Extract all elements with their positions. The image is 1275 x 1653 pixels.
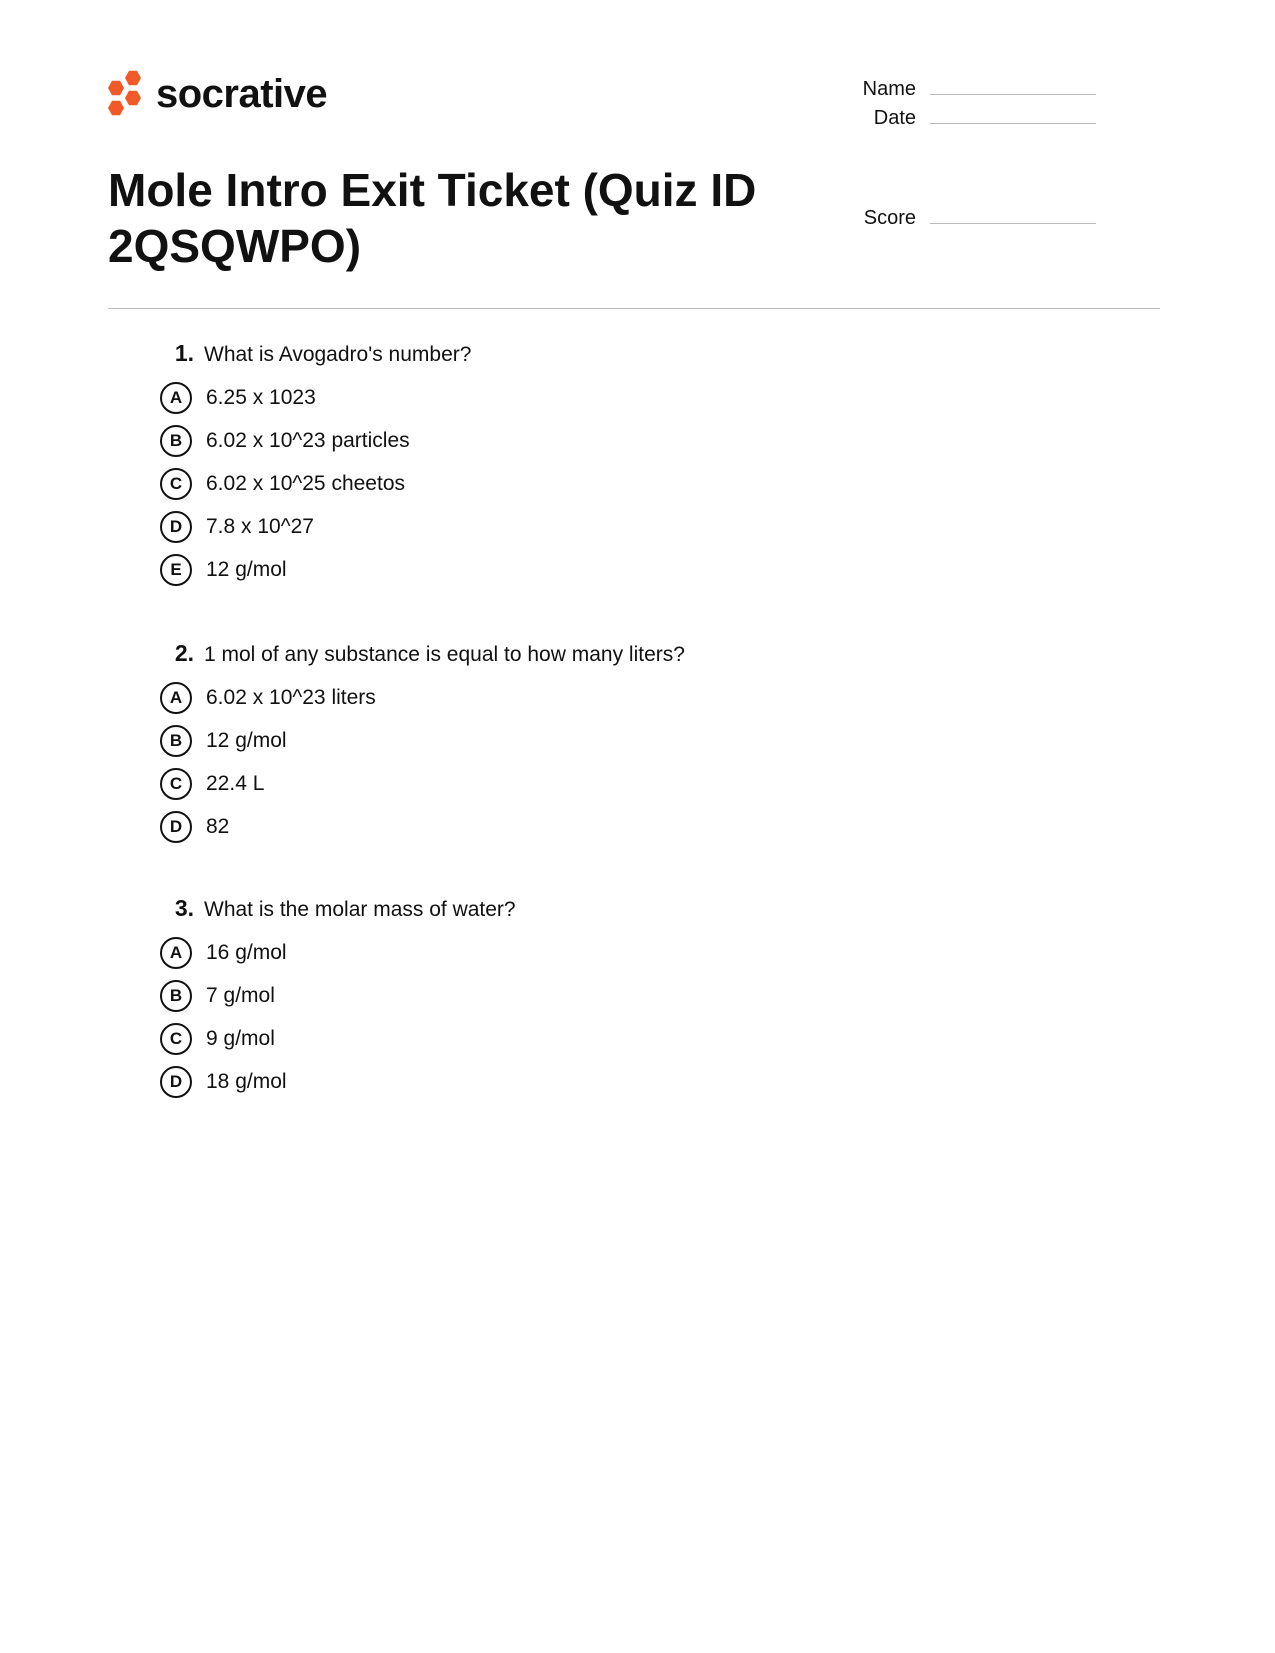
question-number: 2.: [174, 640, 194, 666]
option-text: 12 g/mol: [206, 557, 287, 581]
option-letter-circle[interactable]: A: [160, 682, 192, 714]
score-label: Score: [863, 207, 916, 229]
question-text: 1 mol of any substance is equal to how many liters?: [204, 643, 685, 666]
date-label: Date: [873, 107, 916, 129]
option-letter-circle[interactable]: A: [160, 937, 192, 969]
option-text: 12 g/mol: [206, 728, 287, 752]
option-text: 18 g/mol: [206, 1069, 287, 1093]
question-header: [160, 340, 471, 376]
option-letter-circle[interactable]: C: [160, 468, 192, 500]
option-letter-circle[interactable]: B: [160, 425, 192, 457]
answer-option[interactable]: [160, 676, 685, 719]
date-line[interactable]: [930, 122, 1096, 124]
option-text: 22.4 L: [206, 771, 265, 795]
answer-option[interactable]: [160, 805, 685, 848]
option-text: 9 g/mol: [206, 1026, 275, 1050]
option-letter-circle[interactable]: D: [160, 511, 192, 543]
question-number: 3.: [174, 895, 194, 921]
logo-hexagons-icon: [108, 70, 148, 118]
answer-option[interactable]: [160, 548, 471, 591]
option-text: 7 g/mol: [206, 983, 275, 1007]
answer-option[interactable]: [160, 1060, 516, 1103]
option-letter-circle[interactable]: C: [160, 768, 192, 800]
option-letter-circle[interactable]: A: [160, 382, 192, 414]
answer-option[interactable]: [160, 1017, 516, 1060]
option-letter-circle[interactable]: D: [160, 1066, 192, 1098]
answer-option[interactable]: [160, 974, 516, 1017]
date-field[interactable]: [826, 107, 1096, 130]
socrative-logo: [108, 70, 327, 118]
brand-name: socrative: [156, 71, 328, 116]
answer-option[interactable]: [160, 462, 471, 505]
answer-option[interactable]: [160, 376, 471, 419]
option-text: 6.25 x 1023: [206, 385, 316, 409]
option-letter-circle[interactable]: C: [160, 1023, 192, 1055]
option-text: 6.02 x 10^25 cheetos: [206, 471, 405, 495]
option-letter-circle[interactable]: B: [160, 725, 192, 757]
score-field[interactable]: [826, 207, 1096, 230]
question-2: [160, 640, 685, 848]
question-3: [160, 895, 516, 1103]
page-title: Mole Intro Exit Ticket (Quiz ID 2QSQWPO): [108, 164, 757, 272]
option-text: 6.02 x 10^23 particles: [206, 428, 410, 452]
option-letter-circle[interactable]: B: [160, 980, 192, 1012]
name-field[interactable]: [826, 78, 1096, 101]
option-text: 16 g/mol: [206, 940, 287, 964]
option-text: 82: [206, 814, 230, 838]
answer-option[interactable]: [160, 419, 471, 462]
option-letter-circle[interactable]: E: [160, 554, 192, 586]
option-letter-circle[interactable]: D: [160, 811, 192, 843]
answer-option[interactable]: [160, 931, 516, 974]
option-text: 7.8 x 10^27: [206, 514, 314, 538]
option-text: 6.02 x 10^23 liters: [206, 685, 376, 709]
question-text: What is Avogadro's number?: [204, 343, 472, 366]
answer-option[interactable]: [160, 762, 685, 805]
question-header: [160, 895, 516, 931]
question-text: What is the molar mass of water?: [204, 898, 516, 921]
question-header: [160, 640, 685, 676]
question-number: 1.: [174, 340, 194, 366]
score-line[interactable]: [930, 222, 1096, 224]
divider: [108, 308, 1160, 309]
question-1: [160, 340, 471, 591]
answer-option[interactable]: [160, 719, 685, 762]
answer-option[interactable]: [160, 505, 471, 548]
name-line[interactable]: [930, 93, 1096, 95]
name-label: Name: [862, 78, 916, 100]
